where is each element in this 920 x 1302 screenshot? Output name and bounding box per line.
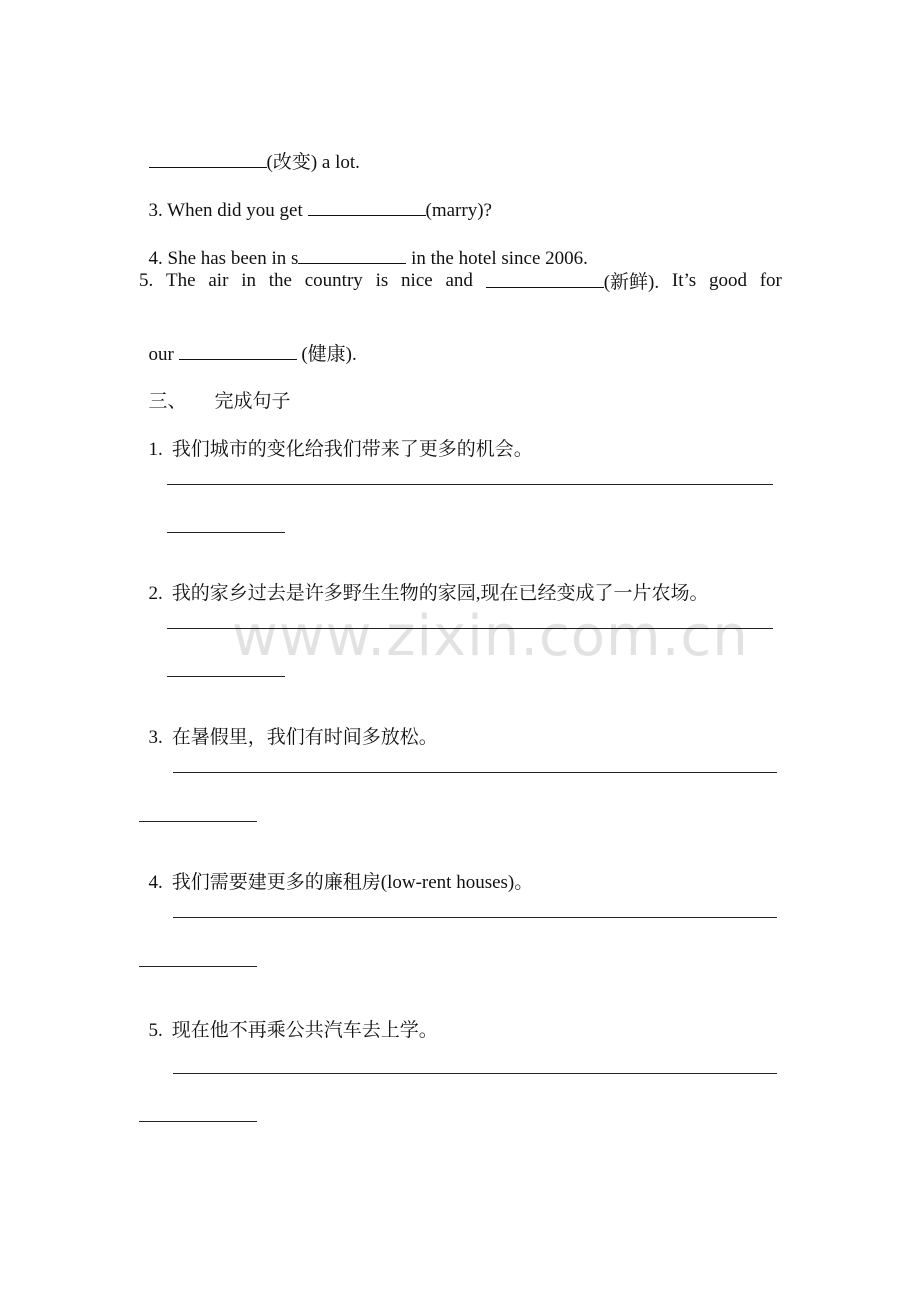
item2-tail: (改变) a lot. xyxy=(139,125,360,175)
answer-line-short[interactable] xyxy=(167,676,285,677)
sentence-item: 5. 现在他不再乘公共汽车去上学。 xyxy=(148,1020,438,1041)
answer-blank[interactable] xyxy=(298,245,406,264)
sentence-item: 3. 在暑假里，我们有时间多放松。 xyxy=(148,727,438,748)
answer-line-short[interactable] xyxy=(139,821,257,822)
answer-line-short[interactable] xyxy=(167,532,285,533)
answer-line-short[interactable] xyxy=(139,1121,257,1122)
answer-line[interactable] xyxy=(173,772,777,773)
item5-line2: our (健康). xyxy=(139,317,357,367)
answer-blank[interactable] xyxy=(486,269,604,288)
answer-blank[interactable] xyxy=(149,149,267,168)
sentence-item: 1. 我们城市的变化给我们带来了更多的机会。 xyxy=(148,439,533,460)
answer-blank[interactable] xyxy=(308,197,426,216)
answer-line[interactable] xyxy=(167,484,773,485)
answer-line[interactable] xyxy=(173,917,777,918)
item5-line1: 5. The air in the country is nice and (新鲜). It’s good for xyxy=(139,270,782,293)
sentence-item: 2. 我的家乡过去是许多野生生物的家园,现在已经变成了一片农场。 xyxy=(148,583,709,604)
watermark: www.zixin.com.cn xyxy=(232,604,749,669)
item3: 3. When did you get (marry)? xyxy=(139,173,492,223)
answer-line-short[interactable] xyxy=(139,966,257,967)
section-title: 完成句子 xyxy=(214,391,291,412)
answer-line[interactable] xyxy=(167,628,773,629)
item5-blank-group: (新鲜). xyxy=(486,269,659,295)
answer-blank[interactable] xyxy=(179,341,297,360)
item4: 4. She has been in s in the hotel since 2006. xyxy=(139,221,588,271)
sentence-item: 4. 我们需要建更多的廉租房(low-rent houses)。 xyxy=(148,872,534,893)
section-number: 三、 xyxy=(148,391,187,412)
answer-line[interactable] xyxy=(173,1073,777,1074)
section-heading xyxy=(139,366,291,414)
